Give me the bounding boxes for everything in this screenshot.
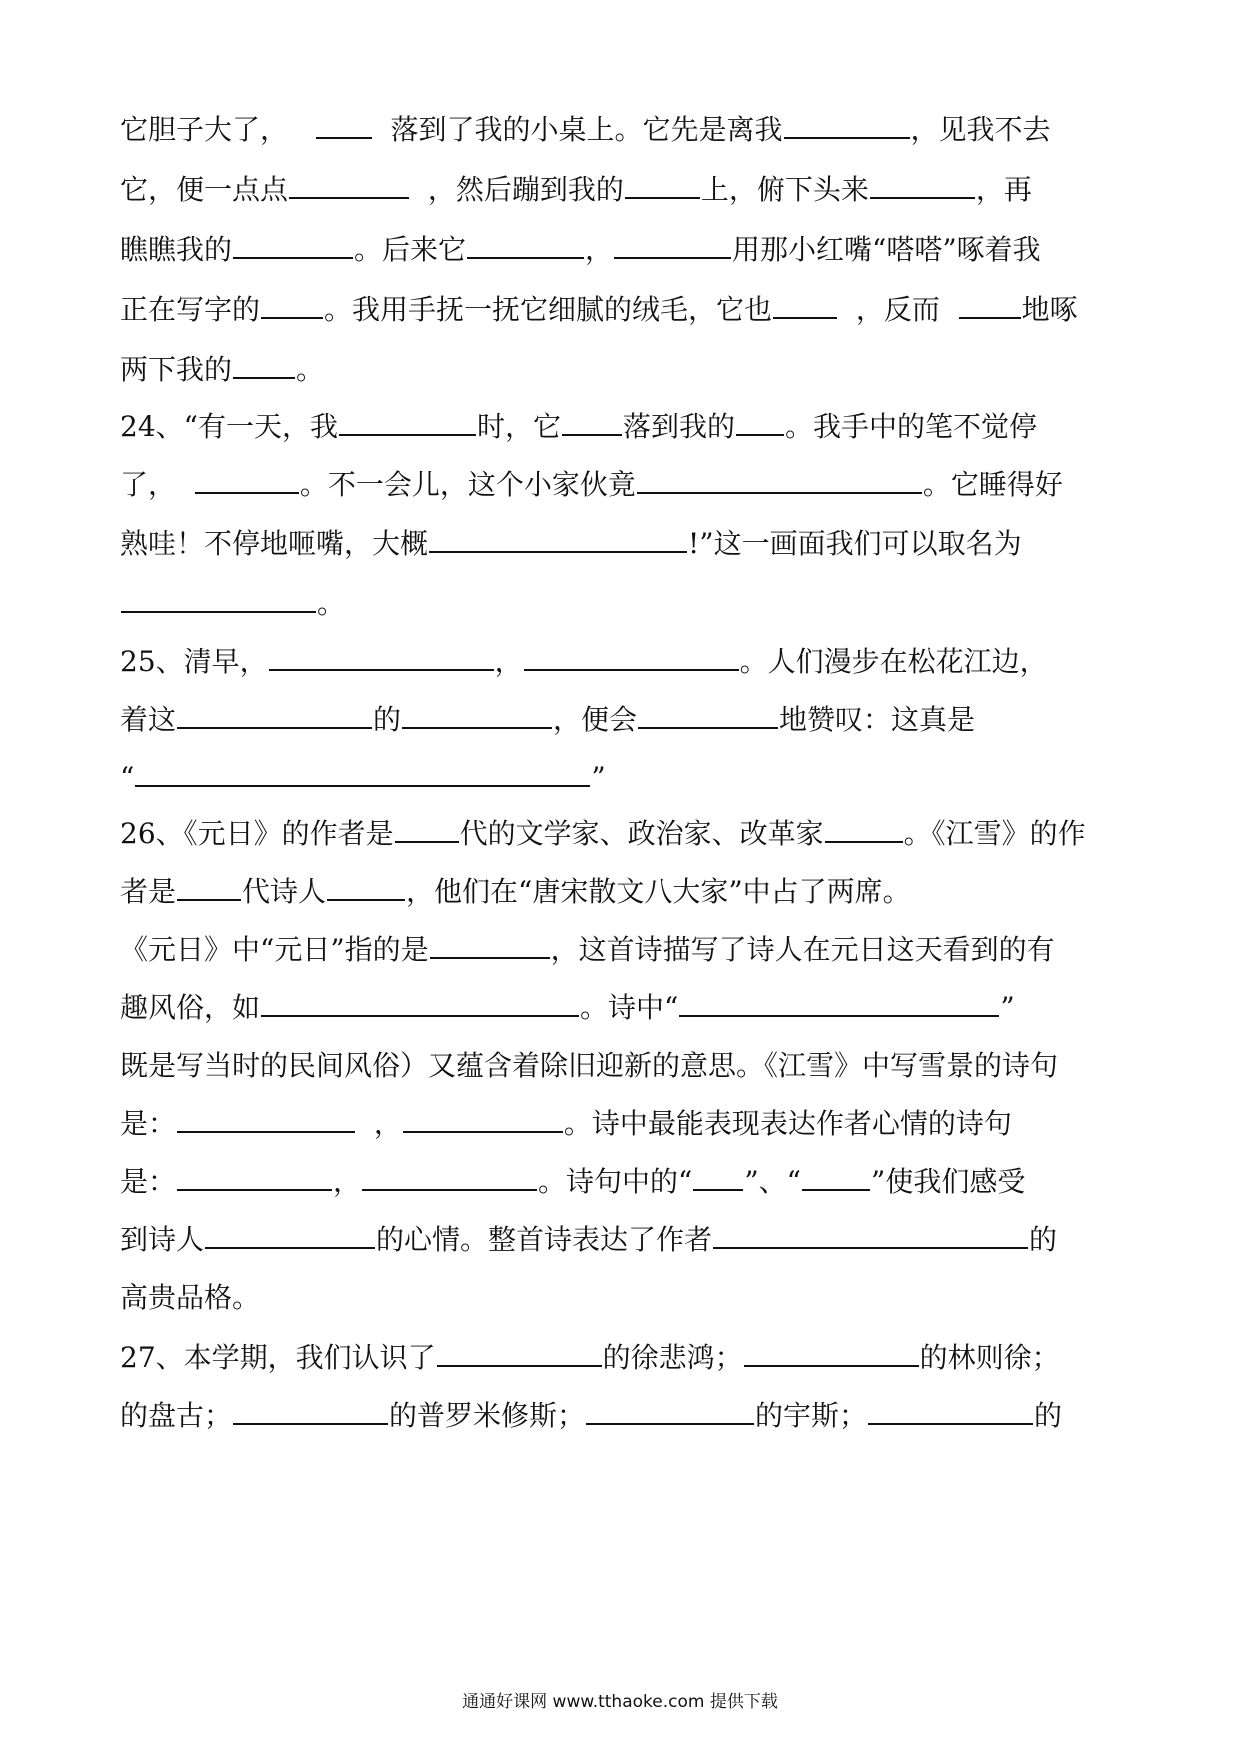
answer-blank[interactable]: [430, 929, 550, 959]
worksheet-line: [120, 108, 1130, 152]
line-text: 是：: [120, 1107, 177, 1140]
answer-blank[interactable]: [625, 169, 700, 199]
line-text: [288, 108, 315, 152]
answer-blank[interactable]: [637, 464, 922, 494]
answer-blank[interactable]: [825, 813, 903, 843]
line-text: 两下我的: [120, 353, 233, 386]
line-text: ，他们在“唐宋散文八大家”中占了两席。: [406, 875, 911, 908]
answer-blank[interactable]: [316, 109, 372, 139]
answer-blank[interactable]: [289, 169, 409, 199]
worksheet-line: [120, 1394, 1130, 1438]
line-text: 的: [373, 703, 402, 736]
line-text: 。诗中最能表现表达作者心情的诗句: [563, 1107, 1012, 1140]
answer-blank[interactable]: [744, 1337, 919, 1367]
answer-blank[interactable]: [802, 1161, 870, 1191]
line-text: 地啄: [1021, 293, 1078, 326]
answer-blank[interactable]: [233, 229, 353, 259]
worksheet-line: [120, 1276, 1130, 1320]
answer-blank[interactable]: [135, 757, 590, 787]
line-text: “: [120, 761, 135, 794]
answer-blank[interactable]: [713, 1219, 1028, 1249]
line-text: 落到了我的小桌上。它先是离我: [390, 113, 783, 146]
worksheet-line: [120, 348, 1130, 392]
line-text: 。它睡得好: [922, 468, 1063, 501]
line-text: ，再: [975, 173, 1032, 206]
page-footer: 通通好课网 www.tthaoke.com 提供下载: [462, 1692, 778, 1712]
worksheet-line: [120, 522, 1130, 566]
worksheet-line: [120, 1336, 1130, 1380]
answer-blank[interactable]: [586, 1395, 754, 1425]
line-text: 了，: [120, 468, 194, 501]
line-text: ，反而: [838, 293, 958, 326]
line-text: 地赞叹：这真是: [779, 703, 976, 736]
line-text: ”使我们感受: [871, 1165, 1026, 1198]
answer-blank[interactable]: [177, 871, 241, 901]
answer-blank[interactable]: [233, 1395, 388, 1425]
line-text: 熟哇！不停地咂嘴，大概: [120, 527, 429, 560]
line-text: ，见我不去: [910, 113, 1051, 146]
line-text: ”: [591, 761, 606, 794]
answer-blank[interactable]: [195, 464, 299, 494]
answer-blank[interactable]: [121, 583, 316, 613]
worksheet-line: [120, 698, 1130, 742]
answer-blank[interactable]: [693, 1161, 743, 1191]
line-text: ”、“: [744, 1165, 801, 1198]
line-text: 它，便一点点: [120, 173, 289, 206]
line-text: 正在写字的: [120, 293, 261, 326]
line-text: 。后来它: [354, 233, 467, 266]
line-text: 着这: [120, 703, 177, 736]
line-text: 26、《元日》的作者是: [120, 817, 394, 850]
line-text: 到诗人: [120, 1223, 205, 1256]
answer-blank[interactable]: [437, 1337, 602, 1367]
answer-blank[interactable]: [870, 169, 975, 199]
answer-blank[interactable]: [467, 229, 584, 259]
line-text: 用那小红嘴“嗒嗒”啄着我: [732, 233, 1041, 266]
line-text: 瞧瞧我的: [120, 233, 233, 266]
line-text: ，: [585, 233, 614, 266]
answer-blank[interactable]: [784, 109, 910, 139]
answer-blank[interactable]: [177, 1161, 332, 1191]
worksheet-line: [120, 986, 1130, 1030]
answer-blank[interactable]: [773, 289, 837, 319]
worksheet-line: [120, 168, 1130, 212]
line-text: 者是: [120, 875, 177, 908]
answer-blank[interactable]: [327, 871, 405, 901]
line-text: ，然后蹦到我的: [410, 173, 624, 206]
line-text: 。不一会儿，这个小家伙竟: [299, 468, 636, 501]
line-text: !”这一画面我们可以取名为: [688, 527, 1022, 560]
line-text: 高贵品格。: [120, 1281, 261, 1314]
answer-blank[interactable]: [205, 1219, 375, 1249]
answer-blank[interactable]: [736, 406, 784, 436]
line-text: 的普罗米修斯；: [389, 1399, 586, 1432]
worksheet-line: [120, 870, 1130, 914]
line-text: ，便会: [553, 703, 638, 736]
line-text: 的心情。整首诗表达了作者: [376, 1223, 713, 1256]
worksheet-line: [120, 1218, 1130, 1262]
line-text: 。《江雪》的作: [903, 817, 1086, 850]
line-text: 的: [1029, 1223, 1058, 1256]
worksheet-line: [120, 928, 1130, 972]
line-text: [373, 108, 391, 152]
answer-blank[interactable]: [679, 987, 999, 1017]
worksheet-line: [120, 288, 1130, 332]
answer-blank[interactable]: [562, 406, 622, 436]
line-text: ，这首诗描写了诗人在元日这天看到的有: [550, 933, 1055, 966]
line-text: 25、清早，: [120, 645, 268, 678]
answer-blank[interactable]: [339, 406, 476, 436]
answer-blank[interactable]: [362, 1161, 537, 1191]
worksheet-line: [120, 228, 1130, 272]
answer-blank[interactable]: [614, 229, 731, 259]
line-text: 时，它: [476, 410, 561, 443]
worksheet-line: [120, 1102, 1130, 1146]
answer-blank[interactable]: [638, 699, 778, 729]
answer-blank[interactable]: [177, 1103, 355, 1133]
line-text: 27、本学期，我们认识了: [120, 1341, 436, 1374]
worksheet-line: [120, 812, 1130, 856]
line-text: 。诗中“: [580, 991, 679, 1024]
answer-blank[interactable]: [402, 699, 552, 729]
line-text: 既是写当时的民间风俗）又蕴含着除旧迎新的意思。《江雪》中写雪景的诗句: [120, 1049, 1059, 1082]
line-text: 。人们漫步在松花江边，: [739, 645, 1048, 678]
worksheet-line: [120, 640, 1130, 684]
line-text: ，: [494, 645, 523, 678]
line-text: 的林则徐；: [919, 1341, 1060, 1374]
answer-blank[interactable]: [233, 349, 295, 379]
worksheet-line: [120, 463, 1130, 507]
answer-blank[interactable]: [524, 641, 739, 671]
worksheet-line: [120, 756, 1130, 800]
line-text: 24、“有一天，我: [120, 410, 338, 443]
line-text: ，: [356, 1107, 402, 1140]
line-text: 。我用手抚一抚它细腻的绒毛，它也: [324, 293, 773, 326]
worksheet-line: [120, 1044, 1130, 1088]
worksheet-line: [120, 1160, 1130, 1204]
line-text: 代的文学家、政治家、改革家: [459, 817, 824, 850]
answer-blank[interactable]: [429, 523, 687, 553]
line-text: 落到我的: [622, 410, 735, 443]
worksheet-line: [120, 405, 1130, 449]
line-text: 是：: [120, 1165, 177, 1198]
answer-blank[interactable]: [868, 1395, 1033, 1425]
answer-blank[interactable]: [395, 813, 459, 843]
line-text: 。诗句中的“: [538, 1165, 693, 1198]
line-text: ，: [333, 1165, 362, 1198]
answer-blank[interactable]: [959, 289, 1021, 319]
line-text: 《元日》中“元日”指的是: [120, 933, 429, 966]
line-text: 趣风俗，如: [120, 991, 261, 1024]
answer-blank[interactable]: [261, 987, 579, 1017]
line-text: 代诗人: [242, 875, 327, 908]
line-text: 的徐悲鸿；: [602, 1341, 743, 1374]
line-text: 。: [296, 353, 325, 386]
line-text: ”: [1000, 991, 1015, 1024]
worksheet-line: [120, 582, 1130, 626]
line-text: 。我手中的笔不觉停: [784, 410, 1037, 443]
answer-blank[interactable]: [403, 1103, 563, 1133]
answer-blank[interactable]: [261, 289, 323, 319]
line-text: 的: [1034, 1399, 1063, 1432]
line-text: 的盘古；: [120, 1399, 233, 1432]
line-text: 上，俯下头来: [700, 173, 869, 206]
answer-blank[interactable]: [269, 641, 494, 671]
line-text: 。: [317, 587, 346, 620]
line-text: 它胆子大了，: [120, 113, 289, 146]
line-text: 的宇斯；: [755, 1399, 868, 1432]
answer-blank[interactable]: [177, 699, 372, 729]
